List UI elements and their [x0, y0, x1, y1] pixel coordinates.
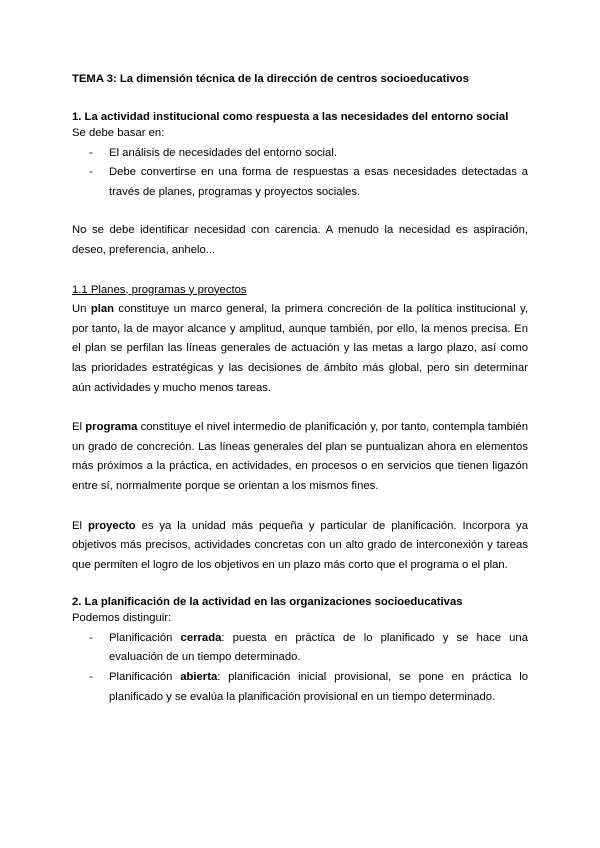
paragraph-proyecto: El proyecto es ya la unidad más pequeña y particular de planificación. Incorpora ya objetivos más precisos, actividades concretas con un alto grado de interconexión y tareas que permiten el logro de los objetivos en un plazo más corto que el programa o el plan. [72, 519, 528, 571]
section-2-intro: Podemos distinguir: [72, 612, 172, 625]
section-1-intro: Se debe basar en: [72, 127, 165, 139]
term-programa: programa [85, 421, 138, 434]
section-1-1-heading: 1.1 Planes, programas y proyectos [72, 283, 247, 296]
section-2-heading: 2. La planificación de la actividad en las organizaciones socioeducativas [72, 596, 463, 609]
section-1-list [72, 144, 528, 203]
list-item: - Debe convertirse en una forma de respuestas a esas necesidades detectadas a través de planes, programas y proyectos sociales. [109, 163, 528, 202]
list-item-abierta: - Planificación abierta: planificación inicial provisional, se pone en práctica lo planificado y se evalúa la planificación provisional en un tiempo determinado. [109, 668, 528, 707]
list-item-cerrada: - Planificación cerrada: puesta en práctica de lo planificado y se hace una evaluación de un tiempo determinado. [109, 629, 528, 668]
document-title: TEMA 3: La dimensión técnica de la dirección de centros socioeducativos [72, 73, 469, 85]
section-2-list [72, 629, 528, 707]
section-1-note: No se debe identificar necesidad con carencia. A menudo la necesidad es aspiración, deseo, preferencia, anhelo... [72, 224, 528, 256]
term-proyecto: proyecto [87, 519, 136, 532]
paragraph-programa: El programa constituye el nivel intermedio de planificación y, por tanto, contempla también un grado de concreción. Las líneas generales del plan se puntualizan ahora en elementos más próximos a la práctica, en actividades, en procesos o en servicios que tienen ligazón entre sí, normalmente porque se orientan a los mismos fines. [72, 421, 528, 492]
paragraph-plan: Un plan constituye un marco general, la primera concreción de la política institucional y, por tanto, la de mayor alcance y amplitud, aunque también, por ello, la menos precisa. En el plan se perfilan las líneas generales de actuación y las metas a largo plazo, así como las prioridades estratégicas y las decisiones de ámbito más global, pero sin determinar aún actividades y mucho menos tareas. [72, 303, 528, 394]
term-plan: plan [90, 303, 115, 316]
list-item: - El análisis de necesidades del entorno social. [109, 144, 528, 164]
section-1-heading: 1. La actividad institucional como respuesta a las necesidades del entorno social [72, 111, 509, 123]
